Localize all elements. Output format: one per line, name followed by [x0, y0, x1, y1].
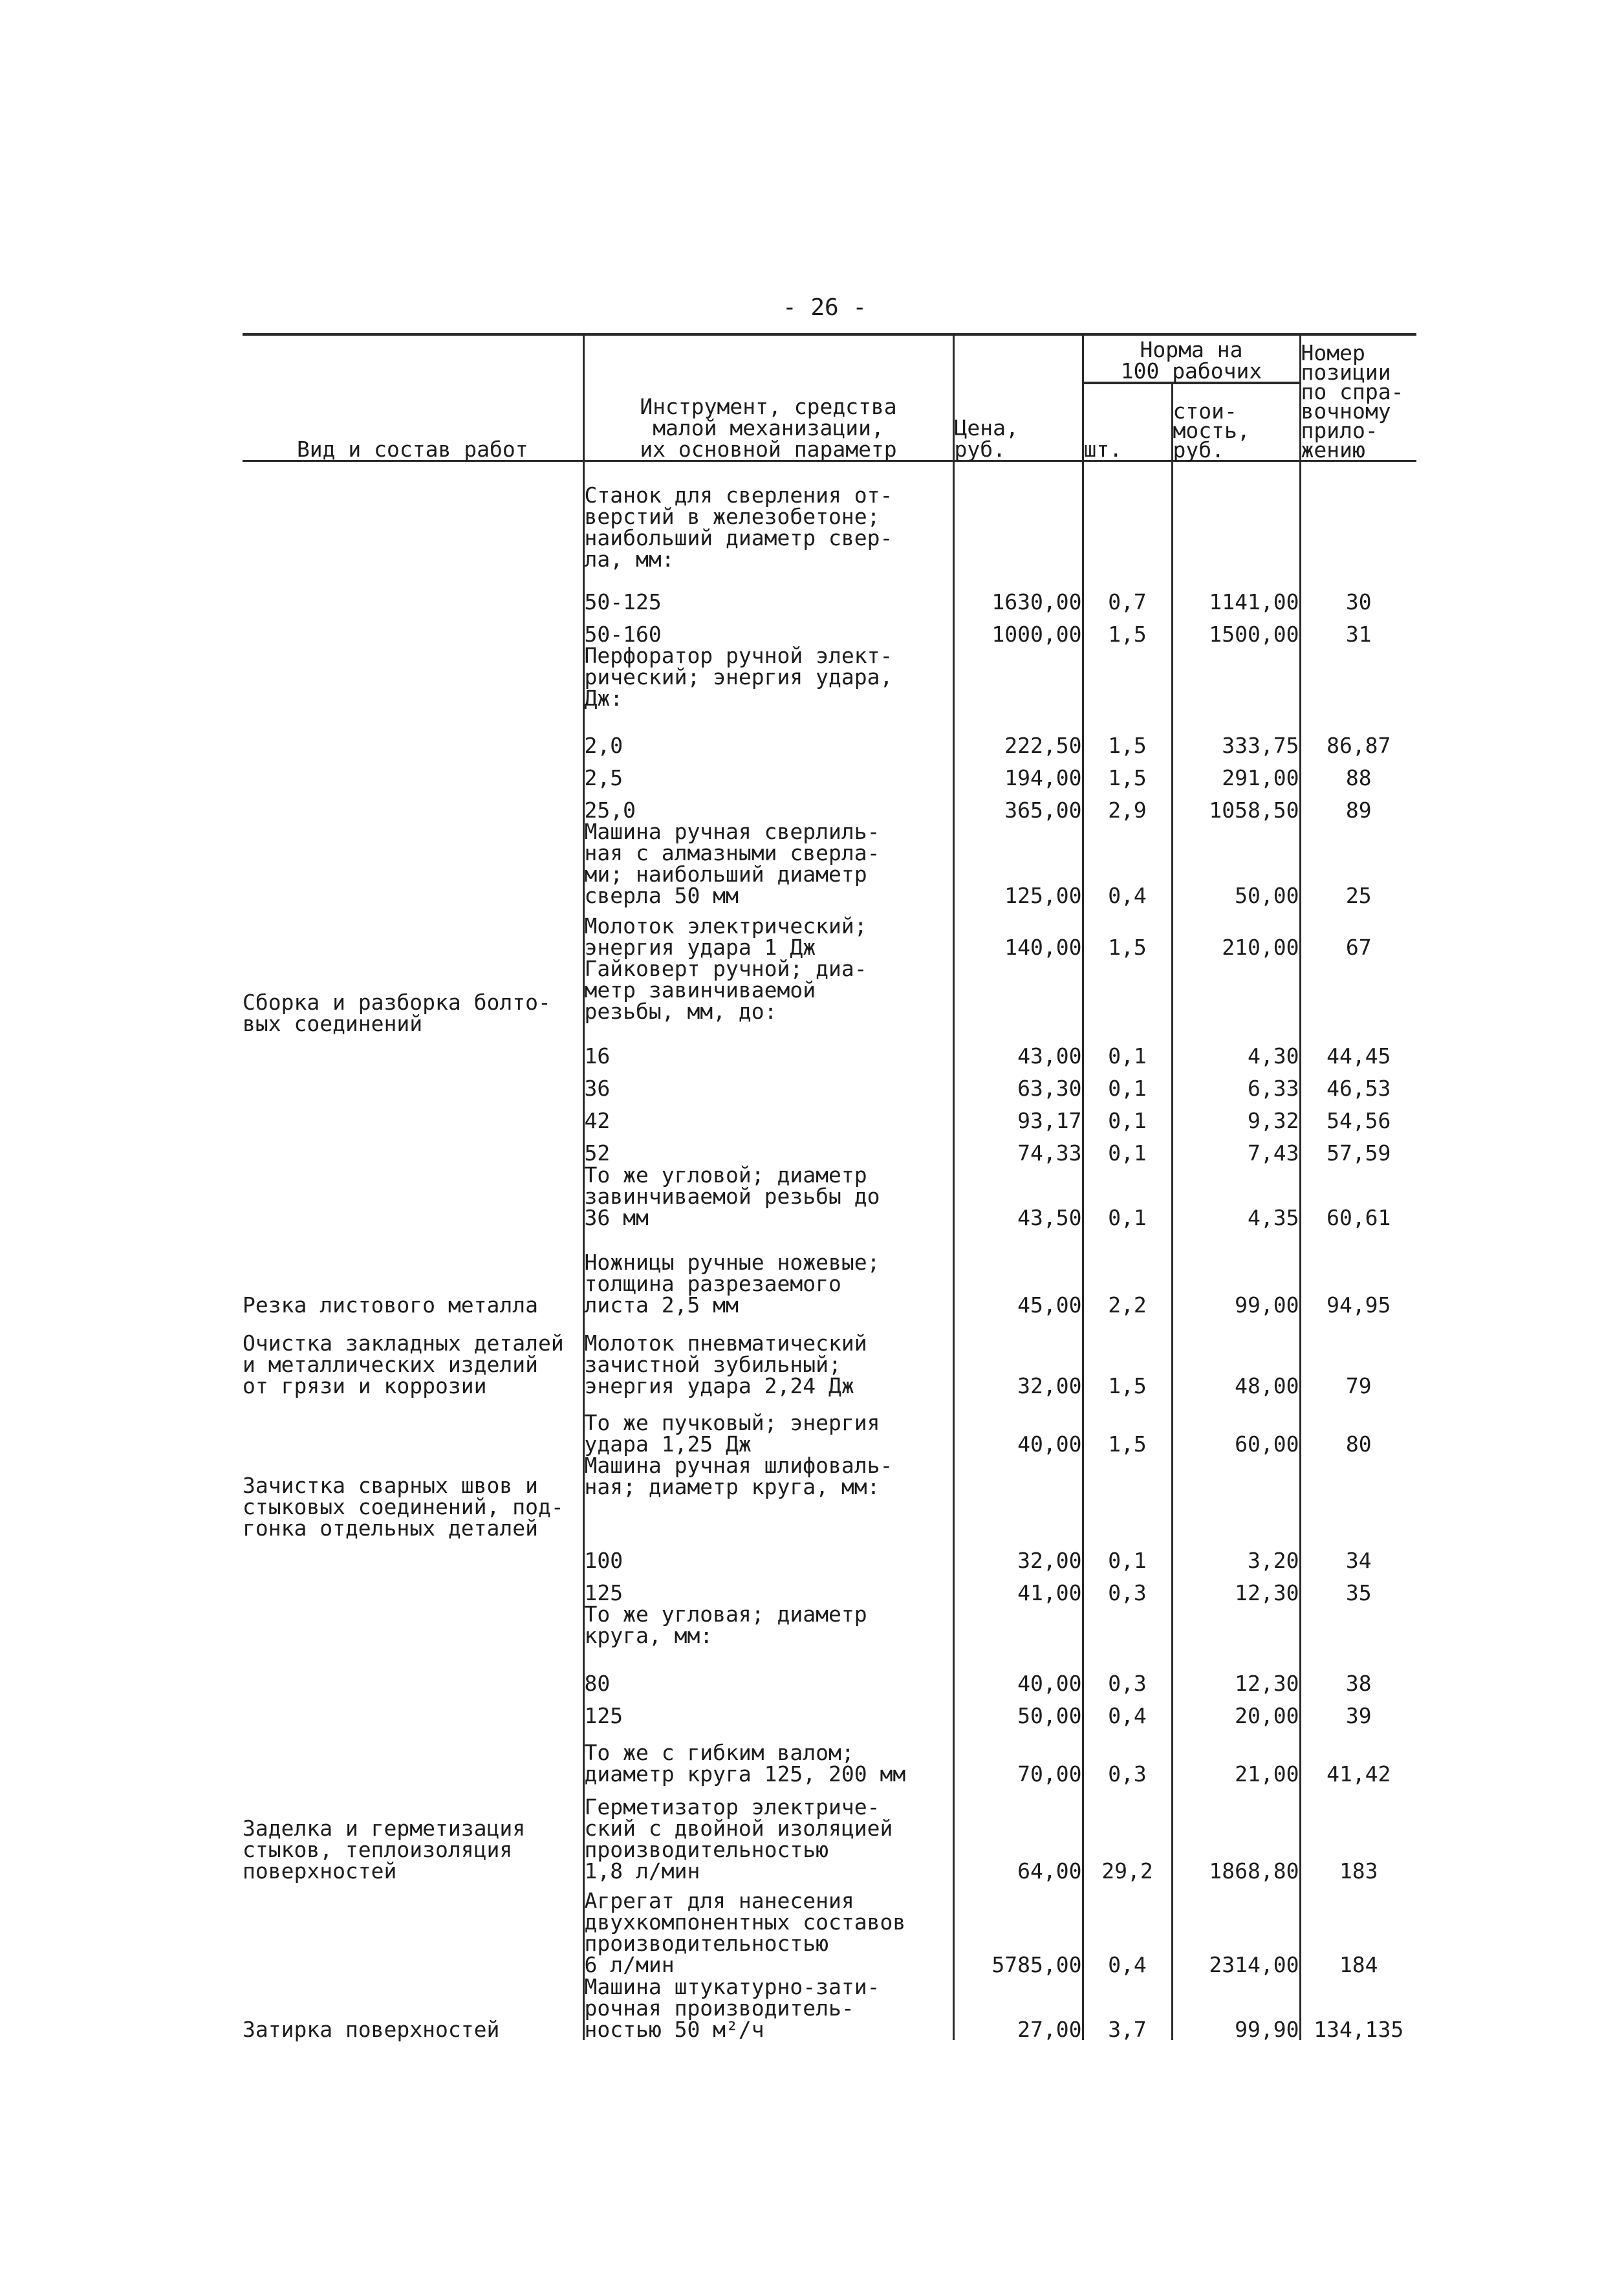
tool-text: ми; наибольший диаметр: [584, 862, 867, 887]
work-cell: [243, 461, 583, 580]
qty-cell: 0,4: [1083, 1882, 1172, 1975]
cost-cell: [1172, 1455, 1300, 1539]
price-cell: 140,00: [953, 906, 1083, 958]
tool-text: Машина ручная сверлиль-: [584, 819, 880, 844]
position-cell: [1300, 1603, 1416, 1662]
work-text: вых соединений: [243, 1011, 423, 1036]
header-position: Номер позиции по спра- вочному прило- жению: [1300, 334, 1416, 461]
work-text: Очистка закладных деталей: [243, 1331, 564, 1356]
tool-text: толщина разрезаемого: [584, 1271, 841, 1296]
tool-text: энергия удара 2,24 Дж: [584, 1373, 854, 1398]
cost-cell: 1868,80: [1172, 1785, 1300, 1882]
work-text: от грязи и коррозии: [243, 1373, 487, 1398]
qty-cell: [1083, 645, 1172, 724]
cost-cell: 50,00: [1172, 821, 1300, 906]
cost-cell: [1172, 461, 1300, 580]
qty-cell: 0,3: [1083, 1726, 1172, 1785]
qty-cell: 1,5: [1083, 1316, 1172, 1396]
price-cell: 43,00: [953, 1034, 1083, 1067]
cost-cell: 99,00: [1172, 1228, 1300, 1316]
cost-cell: 12,30: [1172, 1662, 1300, 1694]
tool-text: Ножницы ручные ножевые;: [584, 1250, 880, 1275]
tool-cell: [583, 1131, 953, 1164]
tool-text: двухкомпонентных составов: [584, 1909, 906, 1935]
cost-cell: 1141,00: [1172, 580, 1300, 613]
work-text: Затирка поверхностей: [243, 2017, 500, 2042]
work-cell: [243, 756, 583, 788]
work-text: стыковых соединений, под-: [243, 1494, 564, 1519]
tool-cell: [583, 788, 953, 821]
tool-cell: [583, 906, 953, 958]
qty-cell: 0,3: [1083, 1662, 1172, 1694]
work-cell: [243, 724, 583, 756]
price-cell: 222,50: [953, 724, 1083, 756]
tool-cell: [583, 1662, 953, 1694]
position-cell: 30: [1300, 580, 1416, 613]
tool-text: ная с алмазными сверла-: [584, 840, 880, 865]
position-cell: 94,95: [1300, 1228, 1416, 1316]
tool-text: 36 мм: [584, 1205, 649, 1230]
table-row: [243, 1975, 1416, 2040]
qty-cell: 1,5: [1083, 906, 1172, 958]
cost-cell: 99,90: [1172, 1975, 1300, 2040]
cost-cell: 1500,00: [1172, 613, 1300, 645]
position-cell: 57,59: [1300, 1131, 1416, 1164]
cost-cell: 2314,00: [1172, 1882, 1300, 1975]
tool-text: Дж:: [584, 686, 623, 711]
cost-cell: 333,75: [1172, 724, 1300, 756]
tool-cell: [583, 1785, 953, 1882]
tool-text: удара 1,25 Дж: [584, 1431, 752, 1457]
cost-cell: 4,30: [1172, 1034, 1300, 1067]
position-cell: 67: [1300, 906, 1416, 958]
price-cell: 40,00: [953, 1662, 1083, 1694]
tool-text: 16: [584, 1043, 611, 1069]
work-cell: [243, 1882, 583, 1975]
work-cell: [243, 1067, 583, 1099]
work-cell: [243, 1785, 583, 1882]
tool-text: круга, мм:: [584, 1623, 713, 1648]
cost-cell: 291,00: [1172, 756, 1300, 788]
table-row: [243, 1034, 1416, 1067]
position-cell: 184: [1300, 1882, 1416, 1975]
price-cell: 43,50: [953, 1164, 1083, 1228]
tool-cell: [583, 1099, 953, 1131]
tool-text: ский с двойной изоляцией: [584, 1816, 893, 1841]
table-row: [243, 821, 1416, 906]
work-cell: [243, 1034, 583, 1067]
cost-cell: 6,33: [1172, 1067, 1300, 1099]
price-cell: 93,17: [953, 1099, 1083, 1131]
header-tool: Инструмент, средства малой механизации, их основной параметр: [583, 334, 953, 461]
tool-cell: [583, 1067, 953, 1099]
cost-cell: 210,00: [1172, 906, 1300, 958]
work-text: гонка отдельных деталей: [243, 1516, 538, 1541]
qty-cell: 0,1: [1083, 1099, 1172, 1131]
tool-cell: [583, 580, 953, 613]
tool-cell: [583, 1571, 953, 1603]
position-cell: 183: [1300, 1785, 1416, 1882]
position-cell: 79: [1300, 1316, 1416, 1396]
position-cell: [1300, 958, 1416, 1034]
tool-cell: [583, 613, 953, 645]
position-cell: 134,135: [1300, 1975, 1416, 2040]
qty-cell: 1,5: [1083, 724, 1172, 756]
work-cell: [243, 613, 583, 645]
qty-cell: 1,5: [1083, 613, 1172, 645]
tool-text: 42: [584, 1108, 611, 1133]
position-cell: 41,42: [1300, 1726, 1416, 1785]
table-row: [243, 613, 1416, 645]
qty-cell: 0,1: [1083, 1131, 1172, 1164]
price-cell: 41,00: [953, 1571, 1083, 1603]
qty-cell: 3,7: [1083, 1975, 1172, 2040]
work-text: стыков, теплоизоляция: [243, 1837, 513, 1862]
tool-cell: [583, 461, 953, 580]
tool-cell: [583, 1539, 953, 1571]
price-cell: 125,00: [953, 821, 1083, 906]
table-row: [243, 756, 1416, 788]
tool-text: Станок для сверления от-: [584, 482, 893, 508]
table-row: [243, 1785, 1416, 1882]
work-cell: [243, 645, 583, 724]
tool-cell: [583, 1726, 953, 1785]
position-cell: [1300, 461, 1416, 580]
tool-text: завинчиваемой резьбы до: [584, 1184, 880, 1209]
tool-text: 50-160: [584, 622, 662, 647]
cost-cell: 12,30: [1172, 1571, 1300, 1603]
work-cell: [243, 1975, 583, 2040]
tool-cell: [583, 1034, 953, 1067]
qty-cell: 0,1: [1083, 1034, 1172, 1067]
tool-text: рический; энергия удара,: [584, 664, 893, 690]
tool-text: зачистной зубильный;: [584, 1352, 841, 1377]
tool-text: Машина ручная шлифоваль-: [584, 1453, 893, 1478]
table-row: [243, 645, 1416, 724]
position-cell: 25: [1300, 821, 1416, 906]
tool-cell: [583, 1975, 953, 2040]
position-cell: 88: [1300, 756, 1416, 788]
tool-cell: [583, 756, 953, 788]
work-cell: [243, 906, 583, 958]
tool-cell: [583, 1316, 953, 1396]
tool-text: энергия удара 1 Дж: [584, 935, 816, 960]
cost-cell: 1058,50: [1172, 788, 1300, 821]
table-row: [243, 1131, 1416, 1164]
qty-cell: [1083, 1455, 1172, 1539]
tool-text: То же с гибким валом;: [584, 1740, 854, 1765]
price-cell: 45,00: [953, 1228, 1083, 1316]
qty-cell: 0,7: [1083, 580, 1172, 613]
tool-text: 6 л/мин: [584, 1952, 675, 1977]
work-text: Сборка и разборка болто-: [243, 990, 551, 1015]
tool-text: 2,0: [584, 733, 623, 758]
tool-text: рочная производитель-: [584, 1995, 854, 2021]
price-cell: 365,00: [953, 788, 1083, 821]
tool-text: 50-125: [584, 589, 662, 614]
tool-text: 52: [584, 1140, 611, 1166]
work-cell: [243, 821, 583, 906]
work-cell: [243, 1316, 583, 1396]
table-row: [243, 724, 1416, 756]
tool-text: Агрегат для нанесения: [584, 1888, 854, 1913]
tool-text: Гайковерт ручной; диа-: [584, 956, 867, 981]
work-cell: [243, 1539, 583, 1571]
header-cost: стои- мость, руб.: [1172, 383, 1300, 461]
tool-text: листа 2,5 мм: [584, 1292, 739, 1318]
table-row: [243, 1882, 1416, 1975]
table-row: [243, 1067, 1416, 1099]
position-cell: 39: [1300, 1694, 1416, 1726]
tool-text: ностью 50 м²/ч: [584, 2017, 764, 2042]
tool-cell: [583, 724, 953, 756]
price-cell: 194,00: [953, 756, 1083, 788]
tool-text: 2,5: [584, 765, 623, 790]
work-text: Заделка и герметизация: [243, 1816, 526, 1841]
table-row: [243, 1164, 1416, 1228]
tool-cell: [583, 1164, 953, 1228]
qty-cell: 0,1: [1083, 1164, 1172, 1228]
qty-cell: 1,5: [1083, 756, 1172, 788]
table-row: [243, 788, 1416, 821]
qty-cell: 0,3: [1083, 1571, 1172, 1603]
price-cell: 74,33: [953, 1131, 1083, 1164]
tool-text: наибольший диаметр свер-: [584, 525, 893, 550]
cost-cell: 21,00: [1172, 1726, 1300, 1785]
tool-text: Герметизатор электриче-: [584, 1794, 880, 1820]
table-row: [243, 1662, 1416, 1694]
cost-cell: 20,00: [1172, 1694, 1300, 1726]
tool-text: резьбы, мм, до:: [584, 999, 777, 1024]
work-text: Резка листового металла: [243, 1292, 538, 1318]
position-cell: 46,53: [1300, 1067, 1416, 1099]
tools-table: [243, 333, 1416, 2040]
price-cell: 1000,00: [953, 613, 1083, 645]
tool-text: верстий в железобетоне;: [584, 503, 880, 529]
work-cell: [243, 958, 583, 1034]
header-work: Вид и состав работ: [243, 334, 583, 461]
qty-cell: 0,1: [1083, 1067, 1172, 1099]
cost-cell: 9,32: [1172, 1099, 1300, 1131]
tool-text: То же пучковый; энергия: [584, 1410, 880, 1435]
tool-text: Машина штукатурно-зати-: [584, 1974, 880, 1999]
tool-text: 1,8 л/мин: [584, 1858, 700, 1884]
qty-cell: 2,9: [1083, 788, 1172, 821]
table-row: [243, 461, 1416, 580]
work-cell: [243, 580, 583, 613]
tool-text: метр завинчиваемой: [584, 977, 816, 1003]
tool-text: сверла 50 мм: [584, 883, 739, 908]
work-cell: [243, 1571, 583, 1603]
tool-text: 36: [584, 1076, 611, 1101]
work-cell: [243, 1164, 583, 1228]
work-cell: [243, 1603, 583, 1662]
tool-text: диаметр круга 125, 200 мм: [584, 1761, 906, 1787]
qty-cell: 0,4: [1083, 821, 1172, 906]
tool-cell: [583, 1882, 953, 1975]
qty-cell: 2,2: [1083, 1228, 1172, 1316]
work-cell: [243, 1131, 583, 1164]
table-row: [243, 1603, 1416, 1662]
tool-text: 125: [584, 1703, 623, 1728]
price-cell: 32,00: [953, 1316, 1083, 1396]
position-cell: 31: [1300, 613, 1416, 645]
tool-text: производительностью: [584, 1837, 828, 1862]
position-cell: 86,87: [1300, 724, 1416, 756]
tool-text: Молоток пневматический: [584, 1331, 867, 1356]
cost-cell: 60,00: [1172, 1396, 1300, 1455]
qty-cell: [1083, 1603, 1172, 1662]
cost-cell: 48,00: [1172, 1316, 1300, 1396]
price-cell: 27,00: [953, 1975, 1083, 2040]
table-row: [243, 1539, 1416, 1571]
table-row: [243, 1726, 1416, 1785]
cost-cell: [1172, 1603, 1300, 1662]
tool-text: То же угловая; диаметр: [584, 1602, 867, 1627]
work-cell: [243, 788, 583, 821]
work-text: поверхностей: [243, 1858, 397, 1884]
position-cell: [1300, 645, 1416, 724]
price-cell: 50,00: [953, 1694, 1083, 1726]
tool-text: Молоток электрический;: [584, 913, 867, 939]
price-cell: 64,00: [953, 1785, 1083, 1882]
qty-cell: [1083, 461, 1172, 580]
tool-text: ная; диаметр круга, мм:: [584, 1474, 880, 1499]
table-row: [243, 958, 1416, 1034]
cost-cell: [1172, 958, 1300, 1034]
qty-cell: 29,2: [1083, 1785, 1172, 1882]
cost-cell: 4,35: [1172, 1164, 1300, 1228]
price-cell: 32,00: [953, 1539, 1083, 1571]
tool-text: 125: [584, 1580, 623, 1605]
header-norm: Норма на 100 рабочих: [1083, 334, 1300, 383]
position-cell: 80: [1300, 1396, 1416, 1455]
work-text: Зачистка сварных швов и: [243, 1473, 538, 1498]
work-cell: [243, 1455, 583, 1539]
price-cell: [953, 1603, 1083, 1662]
position-cell: [1300, 1455, 1416, 1539]
work-cell: [243, 1694, 583, 1726]
qty-cell: 1,5: [1083, 1396, 1172, 1455]
price-cell: 70,00: [953, 1726, 1083, 1785]
tool-text: То же угловой; диаметр: [584, 1162, 867, 1188]
position-cell: 60,61: [1300, 1164, 1416, 1228]
tool-text: ла, мм:: [584, 546, 675, 572]
cost-cell: 3,20: [1172, 1539, 1300, 1571]
work-cell: [243, 1099, 583, 1131]
table-row: [243, 1228, 1416, 1316]
price-cell: [953, 645, 1083, 724]
page-number: - 26 -: [782, 294, 867, 321]
header-price: Цена, руб.: [953, 334, 1083, 461]
qty-cell: 0,1: [1083, 1539, 1172, 1571]
work-cell: [243, 1726, 583, 1785]
position-cell: 38: [1300, 1662, 1416, 1694]
qty-cell: [1083, 958, 1172, 1034]
work-cell: [243, 1228, 583, 1316]
position-cell: 44,45: [1300, 1034, 1416, 1067]
tool-cell: [583, 645, 953, 724]
tool-text: 80: [584, 1671, 611, 1696]
position-cell: 34: [1300, 1539, 1416, 1571]
table-row: [243, 1694, 1416, 1726]
qty-cell: 0,4: [1083, 1694, 1172, 1726]
table-row: [243, 1455, 1416, 1539]
tool-text: производительностью: [584, 1931, 828, 1956]
price-cell: [953, 958, 1083, 1034]
table-row: [243, 1571, 1416, 1603]
tool-cell: [583, 1396, 953, 1455]
position-cell: 54,56: [1300, 1099, 1416, 1131]
tool-text: 100: [584, 1548, 623, 1573]
work-cell: [243, 1662, 583, 1694]
tool-cell: [583, 1694, 953, 1726]
tool-cell: [583, 1228, 953, 1316]
tool-text: Перфоратор ручной элект-: [584, 643, 893, 668]
price-cell: 40,00: [953, 1396, 1083, 1455]
tool-cell: [583, 1603, 953, 1662]
table-row: [243, 906, 1416, 958]
tool-cell: [583, 958, 953, 1034]
tool-text: 25,0: [584, 798, 636, 823]
table-row: [243, 1396, 1416, 1455]
table-row: [243, 1099, 1416, 1131]
table-row: [243, 580, 1416, 613]
tool-cell: [583, 821, 953, 906]
price-cell: 1630,00: [953, 580, 1083, 613]
price-cell: 63,30: [953, 1067, 1083, 1099]
cost-cell: [1172, 645, 1300, 724]
position-cell: 89: [1300, 788, 1416, 821]
price-cell: [953, 461, 1083, 580]
cost-cell: 7,43: [1172, 1131, 1300, 1164]
work-text: и металлических изделий: [243, 1352, 538, 1377]
position-cell: 35: [1300, 1571, 1416, 1603]
tool-cell: [583, 1455, 953, 1539]
table-row: [243, 1316, 1416, 1396]
work-cell: [243, 1396, 583, 1455]
header-qty: шт.: [1083, 383, 1172, 461]
price-cell: [953, 1455, 1083, 1539]
price-cell: 5785,00: [953, 1882, 1083, 1975]
